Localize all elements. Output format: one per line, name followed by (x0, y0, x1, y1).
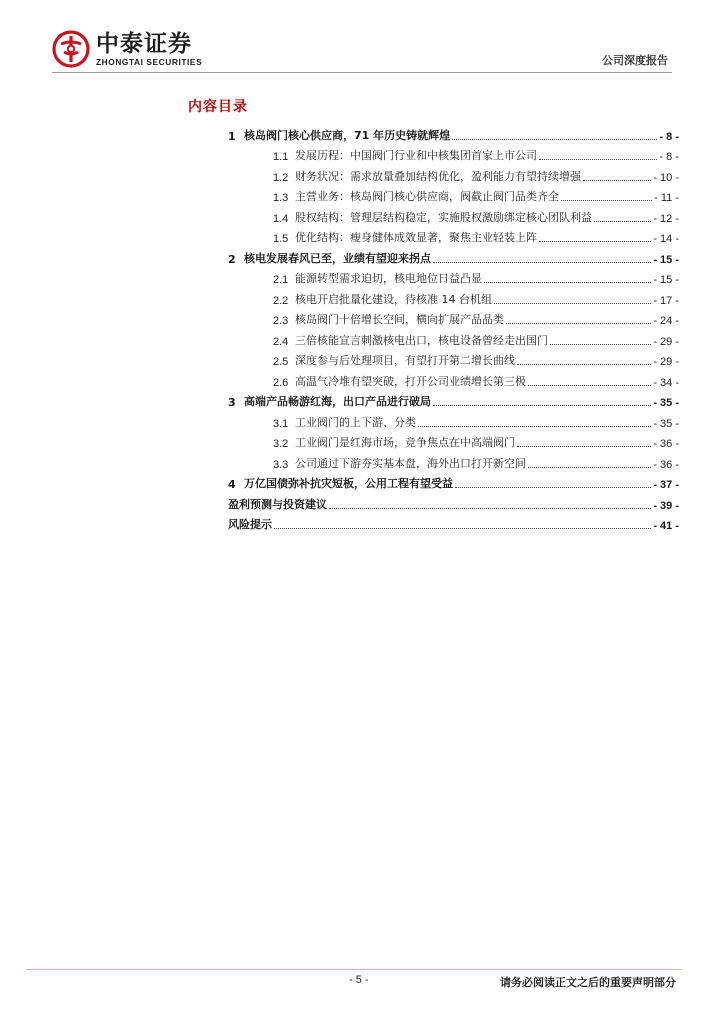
toc-title: 内容目录 (188, 99, 248, 115)
toc-entry-page: - 12 - (653, 212, 679, 225)
toc-entry-number: 3.1 (273, 417, 289, 430)
toc-dot-leader (484, 282, 651, 283)
toc-dot-leader (561, 200, 652, 201)
toc-entry-title: 股权结构：管理层结构稳定，实施股权激励绑定核心团队利益 (295, 210, 592, 224)
toc-dot-leader (329, 508, 651, 509)
toc-entry-title: 风险提示 (228, 518, 272, 531)
toc-entry-number: 1.5 (273, 233, 289, 245)
toc-entry-page: - 29 - (653, 335, 679, 348)
toc-dot-leader (494, 303, 651, 304)
toc-entry-page: - 35 - (653, 397, 679, 409)
toc-entry-title: 三倍核能宣言刺激核电出口，核电设备曾经走出国门 (295, 333, 548, 347)
zhongtai-logo-icon (52, 30, 90, 68)
toc-entry-page: - 10 - (653, 171, 679, 184)
toc-entry-title: 能源转型需求迫切，核电地位日益凸显 (295, 272, 482, 285)
toc-entry-page: - 35 - (653, 417, 679, 430)
table-of-contents (228, 122, 679, 532)
toc-dot-leader (583, 180, 651, 181)
logo-english-name: ZHONGTAI SECURITIES (96, 57, 203, 67)
toc-entry-number: 2 (228, 252, 236, 266)
toc-dot-leader (528, 385, 651, 386)
toc-entry-number: 3 (228, 396, 236, 409)
toc-entry-title: 工业阀门是红海市场，竞争焦点在中高端阀门 (295, 436, 515, 449)
toc-entry-page: - 39 - (653, 499, 679, 512)
toc-dot-leader (433, 405, 651, 406)
toc-entry-page: - 24 - (653, 315, 679, 327)
toc-entry-page: - 17 - (653, 294, 679, 307)
toc-entry-page: - 36 - (653, 458, 679, 471)
toc-dot-leader (517, 364, 651, 365)
toc-entry-number: 1.1 (273, 151, 289, 163)
toc-entry-number: 1 (228, 129, 236, 143)
toc-dot-leader (550, 344, 651, 345)
toc-dot-leader (274, 528, 651, 529)
toc-dot-leader (452, 139, 657, 140)
toc-entry-title: 深度参与后处理项目，有望打开第二增长曲线 (295, 354, 515, 367)
toc-entry-number: 2.2 (273, 294, 289, 307)
toc-entry[interactable] (228, 163, 679, 184)
toc-entry-number: 2.3 (273, 315, 289, 327)
toc-entry-title: 核电发展春风已至，业绩有望迎来拐点 (244, 251, 431, 265)
toc-entry[interactable] (228, 143, 679, 164)
toc-entry[interactable] (228, 430, 679, 451)
toc-entry-title: 核岛阀门十倍增长空间，横向扩展产品品类 (295, 313, 504, 326)
toc-entry-number: 1.2 (273, 171, 289, 184)
toc-entry-number: 2.6 (273, 376, 289, 389)
logo-chinese-name: 中泰证券 (96, 31, 192, 57)
toc-entry-title: 主营业务：核岛阀门核心供应商，阀截止阀门品类齐全 (295, 190, 559, 203)
toc-entry-number: 3.3 (273, 458, 289, 471)
toc-entry[interactable] (228, 409, 679, 430)
toc-entry[interactable] (228, 204, 679, 225)
toc-entry-page: - 14 - (653, 233, 679, 245)
toc-entry-page: - 29 - (653, 356, 679, 368)
toc-entry[interactable] (228, 245, 679, 266)
toc-entry[interactable] (228, 307, 679, 328)
toc-dot-leader (594, 221, 651, 222)
toc-entry-number: 2.4 (273, 335, 289, 348)
toc-entry[interactable] (228, 450, 679, 471)
toc-dot-leader (506, 323, 651, 324)
footer-disclaimer: 请务必阅读正文之后的重要声明部分 (500, 976, 676, 989)
toc-dot-leader (455, 487, 651, 488)
toc-entry[interactable] (228, 327, 679, 348)
toc-entry-title: 财务状况：需求放量叠加结构优化，盈利能力有望持续增强 (295, 169, 581, 183)
toc-entry[interactable] (228, 512, 679, 533)
toc-dot-leader (539, 241, 651, 242)
company-logo (52, 30, 222, 70)
toc-entry-title: 工业阀门的上下游、分类 (295, 415, 416, 429)
toc-entry-number: 3.2 (273, 438, 289, 450)
page-header (0, 0, 724, 80)
toc-entry[interactable] (228, 184, 679, 205)
toc-entry-title: 高端产品畅游红海，出口产品进行破局 (244, 395, 431, 408)
toc-entry-page: - 36 - (653, 438, 679, 450)
toc-entry[interactable] (228, 266, 679, 287)
toc-entry-page: - 37 - (653, 479, 679, 491)
toc-entry-number: 4 (228, 478, 236, 491)
toc-entry[interactable] (228, 122, 679, 143)
toc-entry[interactable] (228, 389, 679, 410)
toc-dot-leader (433, 262, 651, 263)
footer-divider (26, 969, 682, 970)
toc-entry-page: - 34 - (653, 376, 679, 389)
toc-entry-number: 2.5 (273, 356, 289, 368)
toc-entry-page: - 8 - (659, 130, 679, 143)
toc-entry-title: 优化结构：瘦身健体成效显著，聚焦主业轻装上阵 (295, 231, 537, 244)
report-type-label: 公司深度报告 (602, 54, 668, 67)
toc-entry-page: - 15 - (653, 253, 679, 266)
toc-entry-page: - 41 - (653, 520, 679, 532)
header-divider (52, 72, 672, 73)
toc-entry[interactable] (228, 286, 679, 307)
toc-entry-title: 高温气冷堆有望突破，打开公司业绩增长第三极 (295, 374, 526, 388)
page-number: - 5 - (349, 974, 369, 986)
toc-entry-title: 发展历程：中国阀门行业和中核集团首家上市公司 (295, 149, 537, 162)
toc-entry-title: 万亿国债弥补抗灾短板，公用工程有望受益 (244, 477, 453, 490)
toc-entry-title: 核岛阀门核心供应商，71 年历史铸就辉煌 (244, 128, 451, 142)
toc-entry[interactable] (228, 225, 679, 246)
toc-entry[interactable] (228, 471, 679, 492)
toc-entry-page: - 15 - (653, 274, 679, 286)
toc-entry[interactable] (228, 348, 679, 369)
toc-entry-title: 公司通过下游夯实基本盘，海外出口打开新空间 (295, 456, 526, 470)
toc-entry[interactable] (228, 368, 679, 389)
toc-entry-page: - 8 - (659, 151, 679, 163)
toc-entry-number: 1.4 (273, 212, 289, 225)
toc-dot-leader (528, 467, 651, 468)
toc-entry[interactable] (228, 491, 679, 512)
toc-dot-leader (418, 426, 651, 427)
toc-dot-leader (539, 159, 657, 160)
toc-entry-number: 1.3 (273, 192, 289, 204)
toc-entry-page: - 11 - (654, 192, 679, 204)
toc-dot-leader (517, 446, 651, 447)
toc-entry-title: 盈利预测与投资建议 (228, 497, 327, 511)
toc-entry-number: 2.1 (273, 274, 289, 286)
toc-entry-title: 核电开启批量化建设，待核准 14 台机组 (295, 292, 492, 306)
